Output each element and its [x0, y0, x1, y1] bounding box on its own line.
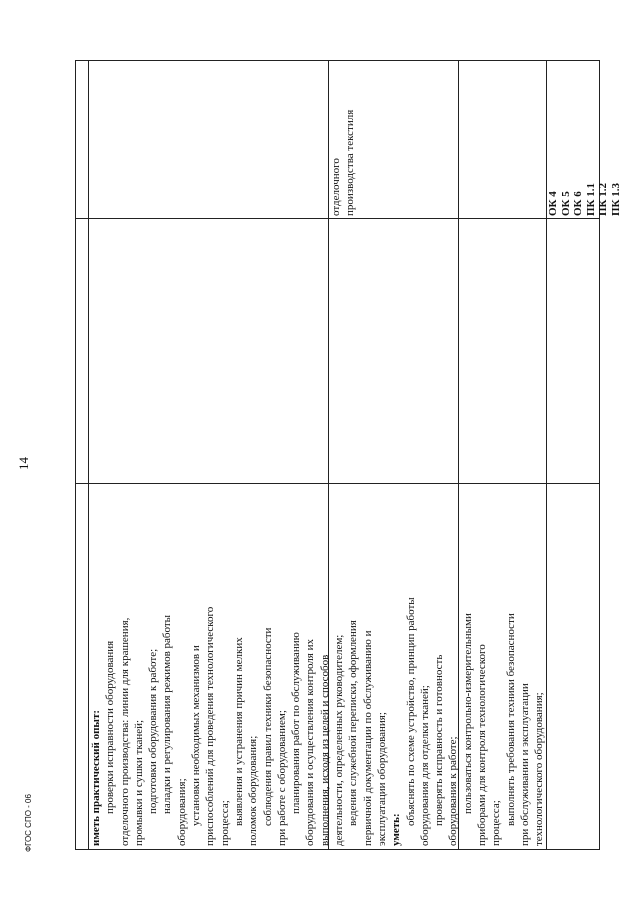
- text-line: соблюдения правил техники безопасности: [261, 627, 274, 826]
- text-line: оборудования к работе;: [447, 736, 460, 846]
- text-line: ведения служебной переписки, оформления: [347, 620, 360, 826]
- text-line: процесса;: [218, 800, 231, 846]
- text-line: выполнять требования техники безопасности: [504, 613, 517, 826]
- page-number: 14: [16, 457, 31, 470]
- text-line: первичной документации по обслуживанию и: [361, 630, 374, 846]
- competency-codes-cell: [547, 66, 623, 216]
- column-divider: [76, 218, 599, 219]
- text-line: оборудования;: [175, 778, 188, 846]
- column-divider: [76, 483, 599, 484]
- text-line: проверки исправности оборудования: [104, 640, 117, 814]
- text-line: процесса;: [490, 800, 503, 846]
- text-line: планирования работ по обслуживанию: [290, 632, 303, 814]
- skills-lines: [404, 486, 547, 846]
- subject-cell: [329, 66, 358, 216]
- competency-code: ПК 1.3: [609, 182, 622, 216]
- text-line: объяснять по схеме устройство, принцип работы: [404, 597, 417, 826]
- text-line: отделочного производства: линии для крашения,: [118, 617, 131, 846]
- competency-code: ОК 6: [572, 191, 585, 216]
- competency-code: ОК 4: [547, 191, 559, 216]
- text-line: технологического оборудования;: [533, 692, 546, 846]
- subject-line: производства текстиля: [344, 109, 357, 216]
- text-line: проверять исправность и готовность: [433, 654, 446, 826]
- experience-heading: иметь практический опыт:: [90, 709, 102, 846]
- rotated-table: [75, 60, 622, 850]
- subject-line: отделочного: [330, 158, 342, 216]
- text-line: выявления и устранения причин мелких: [232, 637, 245, 826]
- text-line: наладки и регулирования режимов работы: [161, 614, 174, 814]
- text-line: при обслуживании и эксплуатации: [518, 683, 531, 846]
- text-line: деятельности, определенных руководителем;: [333, 634, 346, 846]
- text-line: поломок оборудования;: [247, 735, 260, 846]
- text-line: промывки и сушки тканей;: [132, 719, 145, 846]
- experience-lines: [103, 486, 389, 846]
- text-line: приспособлений для проведения технологического: [204, 606, 217, 846]
- practice-skills-cell: [89, 486, 547, 846]
- footer-document-code: ФГОС СПО - 06: [24, 794, 33, 852]
- text-line: оборудования для отделки тканей;: [418, 685, 431, 846]
- competency-code: ПК 1.2: [597, 182, 610, 216]
- text-line: оборудования и осуществления контроля их: [304, 639, 317, 846]
- text-line: при работе с оборудованием;: [275, 710, 288, 846]
- text-line: пользоваться контрольно-измерительными: [461, 613, 474, 814]
- skills-heading: уметь:: [390, 813, 403, 846]
- text-line: установки необходимых механизмов и: [190, 645, 203, 826]
- text-line: приборами для контроля технологического: [476, 644, 489, 846]
- competency-code: ОК 5: [559, 191, 572, 216]
- text-line: эксплуатации оборудования;: [375, 712, 388, 846]
- competency-code: ПК 1.1: [584, 182, 597, 216]
- text-line: выполнения, исходя из целей и способов: [318, 654, 331, 846]
- text-line: подготовки оборудования к работе;: [147, 648, 160, 814]
